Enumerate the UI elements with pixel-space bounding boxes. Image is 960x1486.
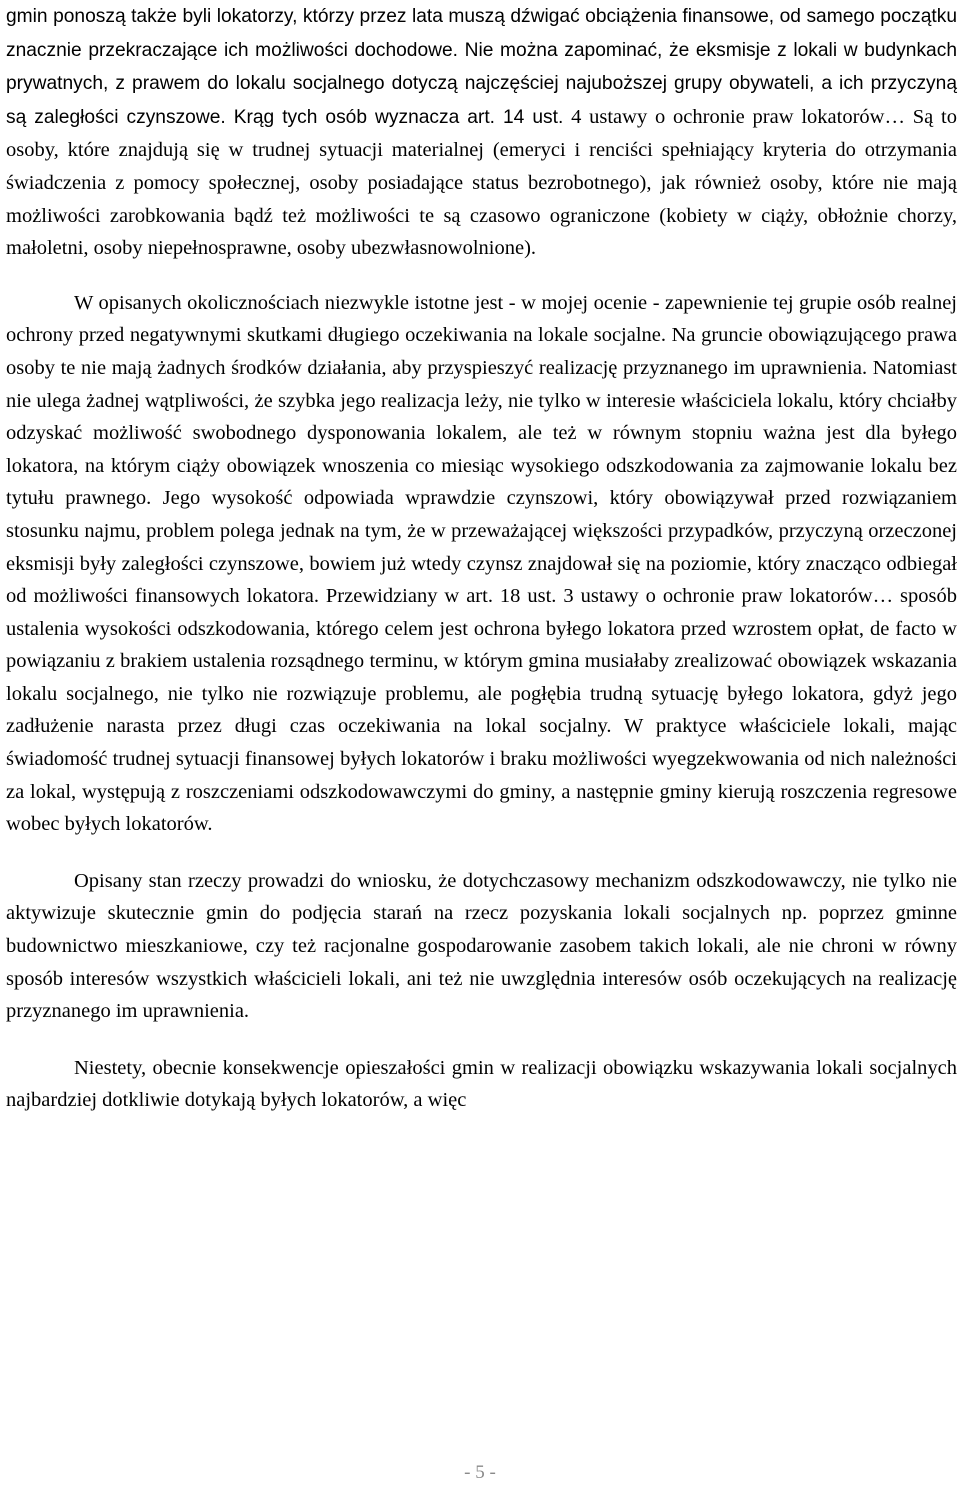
paragraph-1 [6,0,957,265]
paragraph-1-sans-text: gmin ponoszą także byli lokatorzy, którzy przez lata muszą dźwigać obciążenia finansowe, od samego początku znacznie przekraczające ich możliwości dochodowe. Nie można zapominać, że eksmisje z lokali w budynkach prywatnych, z prawem do lokalu socjalnego dotyczą najczęściej najuboższej grupy obywateli, a ich przyczyną są zaległości czynszowe. Krąg tych osób wyznacza art. 14 ust. [6,6,957,128]
page-number: - 5 - [464,1462,496,1483]
paragraph-4: Niestety, obecnie konsekwencje opieszałości gmin w realizacji obowiązku wskazywania lokali socjalnych najbardziej dotkliwie dotykają byłych lokatorów, a więc [6,1056,957,1112]
paragraph-1-serif-text: 4 ustawy o ochronie praw lokatorów… Są to osoby, które znajdują się w trudnej sytuacji materialnej (emeryci i renciści spełniający kryteria do otrzymania świadczenia z pomocy społecznej, osoby posiadające status bezrobotnego), jak również osoby, które nie mają możliwości zarobkowania bądź też możliwości te są czasowo ograniczone (kobiety w ciąży, obłożnie chorzy, małoletni, osoby niepełnosprawne, osoby ubezwłasnowolnione). [6,105,957,260]
document-page [6,0,957,1117]
paragraph-2: W opisanych okolicznościach niezwykle istotne jest - w mojej ocenie - zapewnienie tej grupie osób realnej ochrony przed negatywnymi skutkami długiego oczekiwania na lokale socjalne. Na gruncie obowiązującego prawa osoby te nie mają żadnych środków działania, aby przyspieszyć realizację przyznanego im uprawnienia. Natomiast nie ulega żadnej wątpliwości, że szybka jego realizacja leży, nie tylko w interesie właściciela lokalu, który chciałby odzyskać możliwość swobodnego dysponowania lokalem, ale też w równym stopniu ważna jest dla byłego lokatora, na którym ciąży obowiązek wnoszenia co miesiąc wysokiego odszkodowania za zajmowanie lokalu bez tytułu prawnego. Jego wysokość odpowiada wprawdzie czynszowi, który obowiązywał przed rozwiązaniem stosunku najmu, problem polega jednak na tym, że w przeważającej większości przypadków, przyczyną orzeczonej eksmisji były zaległości czynszowe, bowiem już wtedy czynsz znajdował się na poziomie, który znacząco odbiegał od możliwości finansowych lokatora. Przewidziany w art. 18 ust. 3 ustawy o ochronie praw lokatorów… sposób ustalenia wysokości odszkodowania, którego celem jest ochrona byłego lokatora przed wzrostem opłat, de facto w powiązaniu z brakiem ustalenia rozsądnego terminu, w którym gmina musiałaby zrealizować obowiązek wskazania lokalu socjalnego, nie tylko nie rozwiązuje problemu, ale pogłębia trudną sytuację byłego lokatora, gdyż jego zadłużenie narasta przez długi czas oczekiwania na lokal socjalny. W praktyce właściciele lokali, mając świadomość trudnej sytuacji finansowej byłych lokatorów i braku możliwości wyegzekwowania od nich należności za lokal, występują z roszczeniami odszkodowawczymi do gminy, a następnie gminy kierują roszczenia regresowe wobec byłych lokatorów. [6,291,957,836]
paragraph-3: Opisany stan rzeczy prowadzi do wniosku, że dotychczasowy mechanizm odszkodowawczy, nie tylko nie aktywizuje skutecznie gmin do podjęcia starań na rzecz pozyskania lokali socjalnych np. poprzez gminne budownictwo mieszkaniowe, czy też racjonalne gospodarowanie zasobem takich lokali, ale nie chroni w równy sposób interesów wszystkich właścicieli lokali, ani też nie uwzględnia interesów osób oczekujących na realizację przyznanego im uprawnienia. [6,869,957,1023]
